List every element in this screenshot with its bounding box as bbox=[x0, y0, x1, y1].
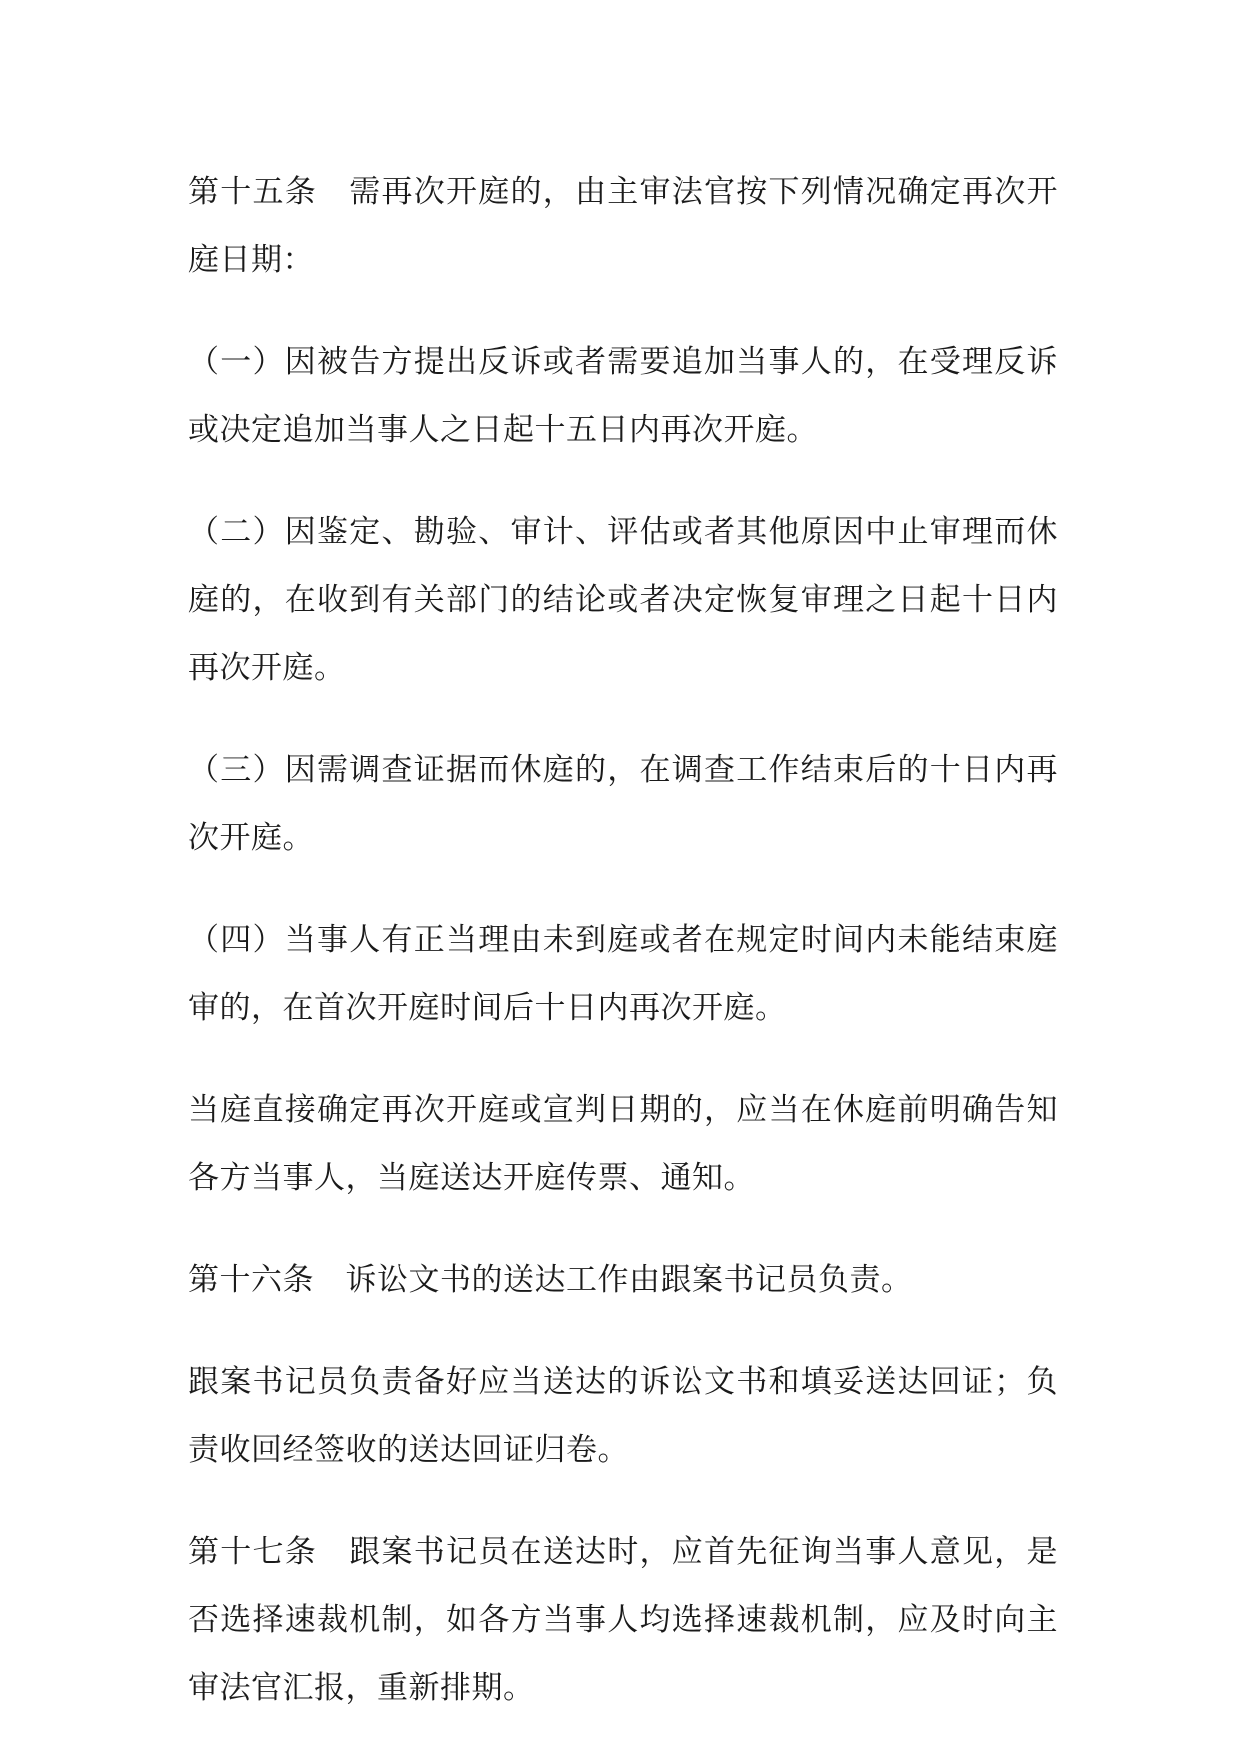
article-16-paragraph: 第十六条 诉讼文书的送达工作由跟案书记员负责。 bbox=[188, 1262, 913, 1298]
article-16-duty-paragraph: 跟案书记员负责备好应当送达的诉讼文书和填妥送达回证；负责收回经签收的送达回证归卷。 bbox=[188, 1364, 1058, 1468]
article-17-paragraph: 第十七条 跟案书记员在送达时，应首先征询当事人意见，是否选择速裁机制，如各方当事人均选择速裁机制，应及时向主审法官汇报，重新排期。 bbox=[188, 1534, 1058, 1706]
document-body bbox=[188, 158, 1058, 1722]
article-15-item-2: （二）因鉴定、勘验、审计、评估或者其他原因中止审理而休庭的，在收到有关部门的结论或者决定恢复审理之日起十日内再次开庭。 bbox=[188, 514, 1058, 686]
article-15-paragraph: 第十五条 需再次开庭的，由主审法官按下列情况确定再次开庭日期： bbox=[188, 174, 1058, 278]
article-15-item-3: （三）因需调查证据而休庭的，在调查工作结束后的十日内再次开庭。 bbox=[188, 752, 1058, 856]
article-15-notice-paragraph: 当庭直接确定再次开庭或宣判日期的，应当在休庭前明确告知各方当事人，当庭送达开庭传票、通知。 bbox=[188, 1092, 1058, 1196]
article-15-item-1: （一）因被告方提出反诉或者需要追加当事人的，在受理反诉或决定追加当事人之日起十五日内再次开庭。 bbox=[188, 344, 1058, 448]
article-15-item-4: （四）当事人有正当理由未到庭或者在规定时间内未能结束庭审的，在首次开庭时间后十日内再次开庭。 bbox=[188, 922, 1058, 1026]
